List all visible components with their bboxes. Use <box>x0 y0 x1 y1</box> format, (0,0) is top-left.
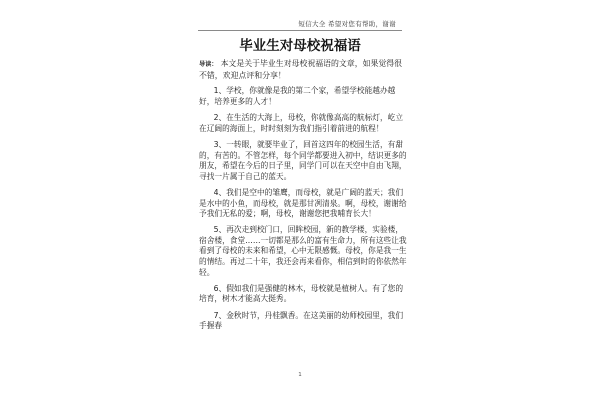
header-divider <box>198 30 402 31</box>
paragraph-7: 7、金秋时节，丹桂飘香。在这美丽的幼师校园里，我们手握春 <box>199 310 404 331</box>
intro-label: 导读： <box>199 61 218 68</box>
paragraph-6: 6、假如我们是强健的林木，母校就是植树人。有了您的培育，树木才能高大挺秀。 <box>199 283 404 304</box>
document-body <box>199 59 407 337</box>
intro-paragraph <box>199 59 407 81</box>
page-title: 毕业生对母校祝福语 <box>239 38 361 54</box>
page-number: 1 <box>298 372 302 378</box>
paragraph-5: 5、再次走到校门口，回眸校园，新的教学楼，实验楼，宿舍楼，食堂……一切都是那么的富有生命力，所有这些让我看到了母校的未来和希望，心中无限感慨。母校，你是我一生的情结。再过二十年，我还会再来看你，相信到时的你依然年轻。 <box>199 225 407 277</box>
paragraph-3: 3、一转眼，就要毕业了，回首这四年的校园生活，有甜的，有苦的。不管怎样，每个同学都要进入初中，结识更多的朋友，希望在今后的日子里，同学门可以在天空中自由飞翔，寻找一片属于自己的蓝天。 <box>199 139 407 181</box>
paragraph-1: 1、学校，你就像是我的第二个家，希望学校能越办越好，培养更多的人才！ <box>199 86 396 106</box>
intro-text: 本文是关于毕业生对母校祝福语的文章，如果觉得很不错，欢迎点评和分享！ <box>199 59 403 80</box>
header-note: 短信大全 希望对您有帮助，谢谢 <box>298 20 396 28</box>
paragraph-2: 2、在生活的大海上，母校，你就像高高的航标灯，屹立在辽阔的海面上，时时刻刻为我们指引着前进的航程！ <box>199 113 404 133</box>
paragraph-4: 4、我们是空中的雏鹰，而母校，就是广阔的蓝天；我们是水中的小鱼，而母校，就是那甘冽清泉。啊，母校，谢谢给予我们无私的爱；啊，母校，谢谢您把我哺育长大！ <box>199 187 407 219</box>
